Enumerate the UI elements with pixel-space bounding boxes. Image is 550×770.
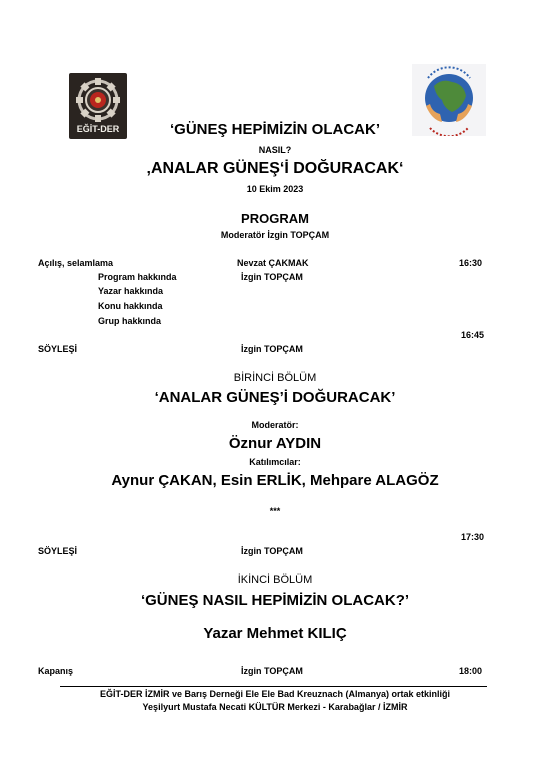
section1-title: ‘ANALAR GÜNEŞ’İ DOĞURACAK’ — [154, 389, 396, 406]
soylesi1-label: SÖYLEŞİ — [38, 344, 78, 354]
opening-time: 16:30 — [459, 258, 483, 268]
section1-heading: BİRİNCİ BÖLÜM — [233, 372, 317, 384]
closing-person: İzgin TOPÇAM — [241, 666, 303, 676]
footer-divider — [60, 686, 487, 687]
separator: *** — [269, 506, 281, 516]
soylesi2-label: SÖYLEŞİ — [38, 546, 78, 556]
time-1645: 16:45 — [461, 330, 485, 340]
logo-left-text: EĞİT-DER — [76, 124, 120, 134]
sub-item: Program hakkında — [98, 272, 177, 282]
closing-label: Kapanış — [38, 666, 74, 676]
program-heading: PROGRAM — [241, 211, 309, 226]
sub-item: Grup hakkında — [98, 316, 162, 326]
opening-person: Nevzat ÇAKMAK — [237, 258, 309, 268]
subtitle-question: NASIL? — [258, 145, 292, 155]
opening-label: Açılış, selamlama — [38, 258, 114, 268]
event-date: 10 Ekim 2023 — [246, 184, 304, 194]
section2-heading: İKİNCİ BÖLÜM — [237, 574, 313, 586]
participants-label: Katılımcılar: — [249, 457, 301, 467]
program-moderator: Moderatör İzgin TOPÇAM — [220, 230, 330, 240]
sub-item: Yazar hakkında — [98, 286, 164, 296]
closing-time: 18:00 — [459, 666, 483, 676]
soylesi1-person: İzgin TOPÇAM — [241, 344, 303, 354]
section2-title: ‘GÜNEŞ NASIL HEPİMİZİN OLACAK?’ — [140, 592, 410, 609]
author-name: Yazar Mehmet KILIÇ — [203, 625, 347, 642]
main-title-line2: ‚ANALAR GÜNEŞ‘İ DOĞURACAK‘ — [146, 160, 404, 177]
section1-moderator-label: Moderatör: — [251, 420, 299, 430]
footer-line2: Yeşilyurt Mustafa Necati KÜLTÜR Merkezi - Karabağlar / İZMİR — [142, 702, 408, 712]
time-1730: 17:30 — [461, 532, 485, 542]
sub-item-person: İzgin TOPÇAM — [241, 272, 303, 282]
footer-line1: EĞİT-DER İZMİR ve Barış Derneği Ele Ele Bad Kreuznach (Almanya) ortak etkinliği — [99, 689, 451, 699]
section1-moderator-name: Öznur AYDIN — [228, 435, 322, 452]
main-title-line1: ‘GÜNEŞ HEPİMİZİN OLACAK’ — [169, 121, 380, 138]
participants-list: Aynur ÇAKAN, Esin ERLİK, Mehpare ALAGÖZ — [111, 472, 439, 489]
soylesi2-person: İzgin TOPÇAM — [241, 546, 303, 556]
sub-item: Konu hakkında — [98, 301, 163, 311]
